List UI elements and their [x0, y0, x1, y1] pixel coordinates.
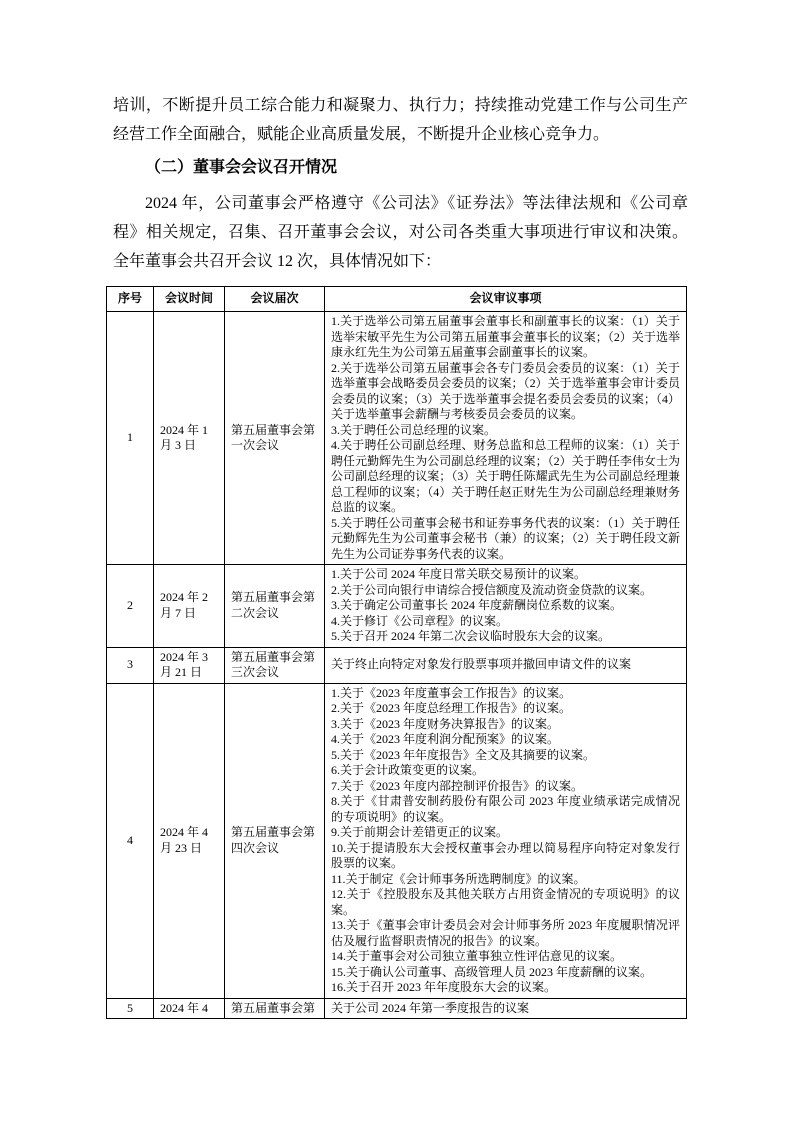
meeting-row	[107, 647, 687, 683]
cell-meeting-no: 1	[107, 312, 154, 565]
agenda-item: 10.关于提请股东大会授权董事会办理以简易程序向特定对象发行股票的议案。	[331, 840, 680, 870]
cell-meeting-session: 第五届董事会第四次会议	[225, 683, 325, 998]
agenda-item: 3.关于《2023 年度财务决算报告》的议案。	[331, 716, 560, 731]
agenda-item: 5.关于召开 2024 年第二次会议临时股东大会的议案。	[331, 629, 611, 643]
cell-meeting-date: 2024 年 4 月 23 日	[154, 683, 225, 998]
agenda-item: 3.关于聘任公司总经理的议案。	[331, 422, 497, 437]
agenda-item: 6.关于会计政策变更的议案。	[331, 763, 485, 777]
agenda-item: 5.关于《2023 年年度报告》全文及其摘要的议案。	[331, 747, 596, 762]
agenda-item: 13.关于《董事会审计委员会对会计师事务所 2023 年度履职情况评估及履行监督职责情况的报告》的议案。	[331, 918, 680, 948]
cell-meeting-no: 2	[107, 565, 154, 648]
agenda-item: 12.关于《控股股东及其他关联方占用资金情况的专项说明》的议案。	[331, 887, 680, 917]
cell-meeting-items	[325, 647, 687, 683]
table-header-row	[107, 287, 687, 312]
agenda-item: 2.关于公司向银行申请综合授信额度及流动资金贷款的议案。	[331, 582, 653, 597]
header-cell-no: 序号	[107, 287, 154, 312]
meeting-row	[107, 683, 687, 998]
cell-meeting-date: 2024 年 1 月 3 日	[154, 312, 225, 565]
agenda-item: 4.关于修订《公司章程》的议案。	[331, 613, 509, 628]
agenda-item: 7.关于《2023 年度内部控制评价报告》的议案。	[331, 778, 584, 793]
cell-meeting-no: 5	[107, 998, 154, 1019]
cell-meeting-items	[325, 312, 687, 565]
cell-meeting-no: 4	[107, 683, 154, 998]
agenda-item: 9.关于前期会计差错更正的议案。	[331, 825, 509, 839]
agenda-item: 4.关于《2023 年度利润分配预案》的议案。	[331, 732, 560, 746]
meeting-row	[107, 312, 687, 565]
cell-meeting-session: 第五届董事会第	[225, 998, 325, 1019]
agenda-item: 11.关于制定《会计师事务所选聘制度》的议案。	[331, 871, 586, 886]
agenda-item: 15.关于确认公司董事、高级管理人员 2023 年度薪酬的议案。	[331, 964, 653, 979]
meetings-table-body	[107, 312, 687, 1019]
agenda-item: 14.关于董事会对公司独立董事独立性评估意见的议案。	[331, 949, 623, 963]
cell-meeting-session: 第五届董事会第一次会议	[225, 312, 325, 565]
agenda-item: 关于公司 2024 年第一季度报告的议案	[331, 1000, 530, 1015]
section-intro-paragraph: 2024 年，公司董事会严格遵守《公司法》《证券法》等法律法规和《公司章程》相关规定，召集、召开董事会会议，对公司各类重大事项进行审议和决策。全年董事会共召开会议 12 次，具体情况如下：	[113, 195, 688, 270]
header-cell-items: 会议审议事项	[325, 287, 687, 312]
cell-meeting-items	[325, 998, 687, 1019]
agenda-item: 1.关于《2023 年度董事会工作报告》的议案。	[331, 685, 572, 700]
agenda-item: 关于终止向特定对象发行股票事项并撤回申请文件的议案	[331, 657, 632, 672]
agenda-item: 2.关于《2023 年度总经理工作报告》的议案。	[331, 701, 572, 715]
agenda-item: 3.关于确定公司董事长 2024 年度薪酬岗位系数的议案。	[331, 598, 623, 612]
agenda-item: 1.关于公司 2024 年度日常关联交易预计的议案。	[331, 567, 587, 581]
intro-continuation-paragraph: 培训，不断提升员工综合能力和凝聚力、执行力；持续推动党建工作与公司生产经营工作全面融合，赋能企业高质量发展，不断提升企业核心竞争力。	[113, 97, 688, 143]
header-cell-session: 会议届次	[225, 287, 325, 312]
meeting-row	[107, 565, 687, 648]
cell-meeting-session: 第五届董事会第二次会议	[225, 565, 325, 648]
agenda-item: 4.关于聘任公司副总经理、财务总监和总工程师的议案：（1）关于聘任元勤辉先生为公司副总经理的议案；（2）关于聘任李伟女士为公司副总经理的议案；（3）关于聘任陈耀武先生为公司副总经理兼总工程师的议案；（4）关于聘任赵正财先生为公司副总经理兼财务总监的议案。	[331, 438, 680, 514]
cell-meeting-no: 3	[107, 647, 154, 683]
cell-meeting-session: 第五届董事会第三次会议	[225, 647, 325, 683]
section-heading: （二）董事会会议召开情况	[145, 159, 338, 176]
board-meetings-table	[106, 286, 687, 1019]
header-cell-date: 会议时间	[154, 287, 225, 312]
cell-meeting-items	[325, 565, 687, 648]
agenda-item: 2.关于选举公司第五届董事会各专门委员会委员的议案：（1）关于选举董事会战略委员会委员的议案；（2）关于选举董事会审计委员会委员的议案；（3）关于选举董事会提名委员会委员的议案；（4）关于选举董事会薪酬与考核委员会委员的议案。	[331, 360, 680, 421]
agenda-item: 8.关于《甘肃普安制药股份有限公司 2023 年度业绩承诺完成情况的专项说明》的议案。	[331, 794, 680, 824]
cell-meeting-date: 2024 年 2 月 7 日	[154, 565, 225, 648]
cell-meeting-date: 2024 年 3 月 21 日	[154, 647, 225, 683]
cell-meeting-date: 2024 年 4	[154, 998, 225, 1019]
agenda-item: 16.关于召开 2023 年年度股东大会的议案。	[331, 980, 557, 994]
agenda-item: 5.关于聘任公司董事会秘书和证券事务代表的议案：（1）关于聘任元勤辉先生为公司董事会秘书（兼）的议案；（2）关于聘任段文新先生为公司证券事务代表的议案。	[331, 515, 680, 561]
agenda-item: 1.关于选举公司第五届董事会董事长和副董事长的议案：（1）关于选举宋敏平先生为公司第五届董事会董事长的议案；（2）关于选举康永红先生为公司第五届董事会副董事长的议案。	[331, 314, 680, 359]
cell-meeting-items	[325, 683, 687, 998]
meeting-row	[107, 998, 687, 1019]
